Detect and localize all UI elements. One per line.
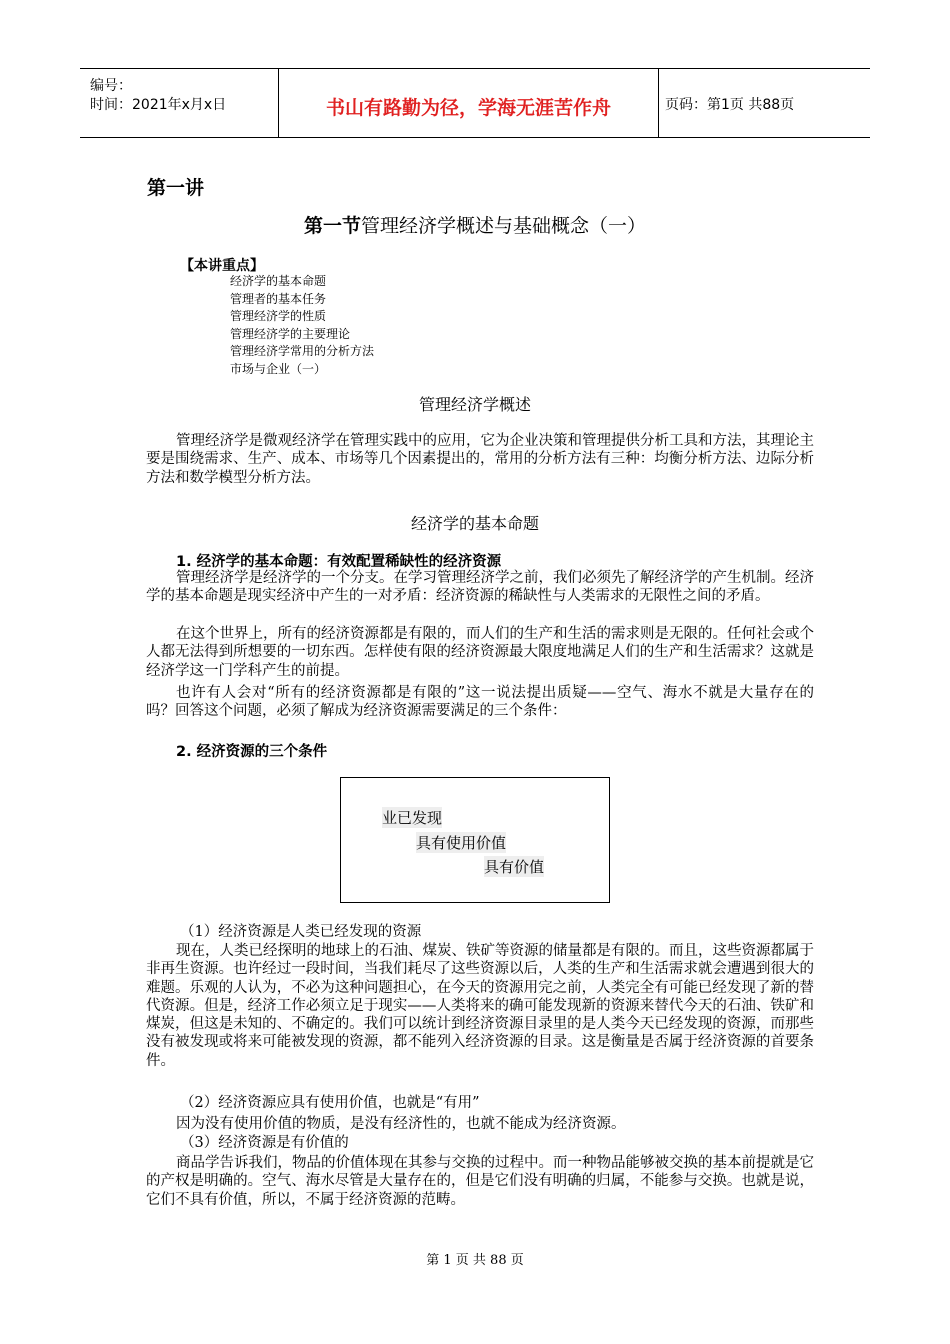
condition-2-text: 因为没有使用价值的物质，是没有经济性的，也就不能成为经济资源。 (176, 1116, 626, 1132)
list-item: 经济学的基本命题 (230, 274, 327, 288)
page-title (0, 211, 950, 238)
header-table (80, 68, 870, 138)
box-item-value: 具有价值 (484, 858, 545, 876)
condition-1-text: 现在，人类已经探明的地球上的石油、煤炭、铁矿等资源的储量都是有限的。而且，这些资源都属于非再生资源。也许经过一段时间，当我们耗尽了这些资源以后，人类的生产和生活需求就会遭遇到很大的难题。乐观的人认为，不必为这种问题担心，在今天的资源用完之前，人类完全有可能已经发现了新的替代资源。但是，经济工作必须立足于现实——人类将来的确可能发现新的资源来替代今天的石油、铁矿和煤炭，但这是未知的、不确定的。我们可以统计到经济资源目录里的是人类今天已经发现的资源，而那些没有被发现或将来可能被发现的资源，都不能列入经济资源的目录。这是衡量是否属于经济资源的首要条件。 (146, 943, 814, 1069)
conditions-box (340, 777, 610, 903)
box-item-use-value: 具有使用价值 (416, 834, 507, 852)
section-heading-overview: 管理经济学概述 (418, 395, 531, 414)
page-footer: 第 1 页 共 88 页 (426, 1253, 524, 1268)
paragraph-3: 也许有人会对“所有的经济资源都是有限的”这一说法提出质疑——空气、海水不就是大量存在的吗？回答这个问题，必须了解成为经济资源需要满足的三个条件： (146, 685, 814, 720)
condition-1-title: （1）经济资源是人类已经发现的资源 (180, 924, 422, 940)
list-item: 市场与企业（一） (230, 361, 327, 376)
subheading-2: 2. 经济资源的三个条件 (176, 744, 328, 760)
title-rest: 管理经济学概述与基础概念（一） (361, 215, 647, 237)
overview-paragraph: 管理经济学是微观经济学在管理实践中的应用，它为企业决策和管理提供分析工具和方法，其理论主要是围绕需求、生产、成本、市场等几个因素提出的，常用的分析方法有三种：均衡分析方法、边际分析方法和数学模型分析方法。 (146, 433, 814, 486)
motto: 书山有路勤为径，学海无涯苦作舟 (325, 97, 611, 119)
date-label: 时间：2021年x月x日 (90, 97, 227, 113)
lecture-heading: 第一讲 (147, 177, 205, 199)
key-points-list (230, 273, 374, 378)
title-bold: 第一节 (303, 215, 361, 237)
header-info-cell (80, 69, 279, 137)
key-points-heading: 【本讲重点】 (180, 258, 264, 274)
condition-2-title: （2）经济资源应具有使用价值，也就是“有用” (180, 1095, 480, 1111)
list-item: 管理经济学的性质 (230, 309, 327, 323)
list-item: 管理者的基本任务 (230, 291, 327, 306)
page-info: 页码：第1页 共88页 (665, 97, 795, 113)
subheading-1: 1. 经济学的基本命题：有效配置稀缺性的经济资源 (176, 554, 502, 570)
header-motto-cell (279, 69, 659, 137)
section-heading-propositions: 经济学的基本命题 (410, 514, 539, 533)
number-label: 编号： (90, 78, 132, 94)
list-item: 管理经济学常用的分析方法 (230, 344, 375, 358)
box-item-discovered: 业已发现 (382, 809, 443, 827)
header-page-cell (659, 69, 870, 137)
list-item: 管理经济学的主要理论 (230, 326, 351, 341)
paragraph-1: 管理经济学是经济学的一个分支。在学习管理经济学之前，我们必须先了解经济学的产生机制。经济学的基本命题是现实经济中产生的一对矛盾：经济资源的稀缺性与人类需求的无限性之间的矛盾。 (146, 570, 814, 605)
condition-3-text: 商品学告诉我们，物品的价值体现在其参与交换的过程中。而一种物品能够被交换的基本前提就是它的产权是明确的。空气、海水尽管是大量存在的，但是它们没有明确的归属，不能参与交换。也就是说，它们不具有价值，所以，不属于经济资源的范畴。 (146, 1155, 814, 1208)
paragraph-2: 在这个世界上，所有的经济资源都是有限的，而人们的生产和生活的需求则是无限的。任何社会或个人都无法得到所想要的一切东西。怎样使有限的经济资源最大限度地满足人们的生产和生活需求？这就是经济学这一门学科产生的前提。 (146, 626, 814, 679)
condition-3-title: （3）经济资源是有价值的 (180, 1135, 349, 1151)
